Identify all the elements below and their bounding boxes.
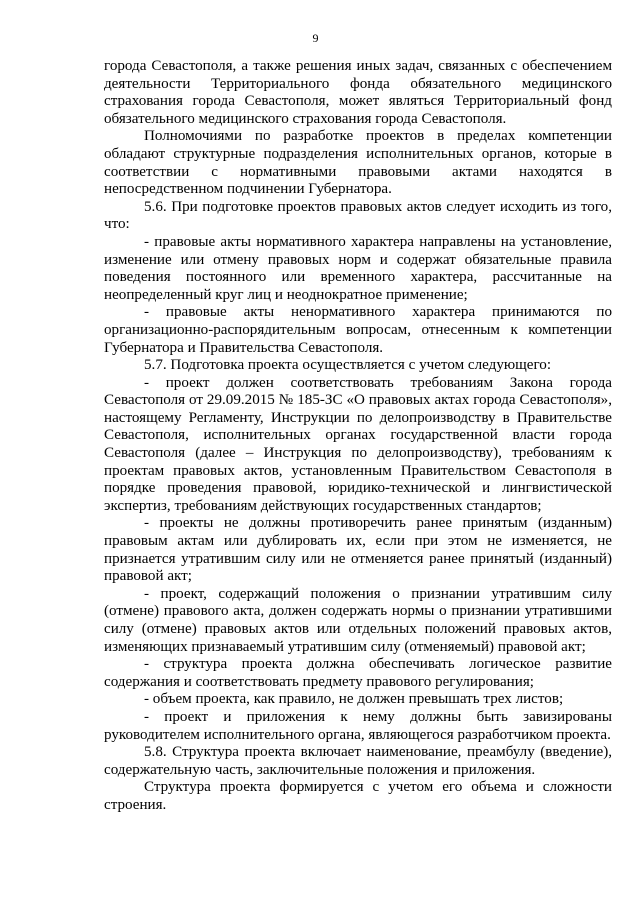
paragraph: города Севастополя, а также решения иных задач, связанных с обеспечением деятельности Территориального фонда обязательного медицинского страхования города Севастополя, может являться Территориальный фонд обязательного медицинского страхования города Севастополя. <box>104 58 612 127</box>
paragraph: 5.6. При подготовке проектов правовых актов следует исходить из того, что: <box>104 198 612 233</box>
list-item: - проект должен соответствовать требованиям Закона города Севастополя от 29.09.2015 № 185-ЗС «О правовых актах города Севастополя», настоящему Регламенту, Инструкции по делопроизводству в Правительстве Севастополя, исполнительных органах государственной власти города Севастополя (далее – Инструкция по делопроизводству), требованиям к проектам правовых актов, установленным Правительством Севастополя в порядке проведения правовой, юридико-технической и лингвистической экспертиз, требованиям действующих государственных стандартов; <box>104 374 612 514</box>
list-item: - проекты не должны противоречить ранее принятым (изданным) правовым актам или дублировать их, если при этом не изменяется, не признается утратившим силу или не отменяется ранее принятый (изданный) правовой акт; <box>104 515 612 585</box>
list-item: - правовые акты нормативного характера направлены на установление, изменение или отмену правовых норм и содержат обязательные правила поведения постоянного или временного характера, рассчитанные на неопределенный круг лиц и неоднократное применение; <box>104 233 612 303</box>
paragraph: 5.8. Структура проекта включает наименование, преамбулу (введение), содержательную часть, заключительные положения и приложения. <box>104 744 612 778</box>
list-item: - объем проекта, как правило, не должен превышать трех листов; <box>144 691 564 708</box>
paragraph: Структура проекта формируется с учетом его объема и сложности строения. <box>104 779 612 813</box>
list-item: - проект, содержащий положения о признании утратившим силу (отмене) правового акта, должен содержать нормы о признании утратившими силу (отмене) правовых актов или отдельных положений правовых актов, изменяющих признаваемый утратившим силу (отменяемый) правовой акт; <box>104 585 612 655</box>
document-body <box>104 58 612 815</box>
paragraph: Полномочиями по разработке проектов в пределах компетенции обладают структурные подразделения исполнительных органов, которые в соответствии с нормативными правовыми актами находятся в непосредственном подчинении Губернатора. <box>104 128 612 198</box>
page-number: 9 <box>312 31 319 45</box>
list-item: - правовые акты ненормативного характера принимаются по организационно-распорядительным вопросам, отнесенным к компетенции Губернатора и Правительства Севастополя. <box>104 304 612 356</box>
paragraph: 5.7. Подготовка проекта осуществляется с учетом следующего: <box>144 357 552 374</box>
list-item: - структура проекта должна обеспечивать логическое развитие содержания и соответствовать предмету правового регулирования; <box>104 656 612 690</box>
list-item: - проект и приложения к нему должны быть завизированы руководителем исполнительного органа, являющегося разработчиком проекта. <box>104 708 612 743</box>
